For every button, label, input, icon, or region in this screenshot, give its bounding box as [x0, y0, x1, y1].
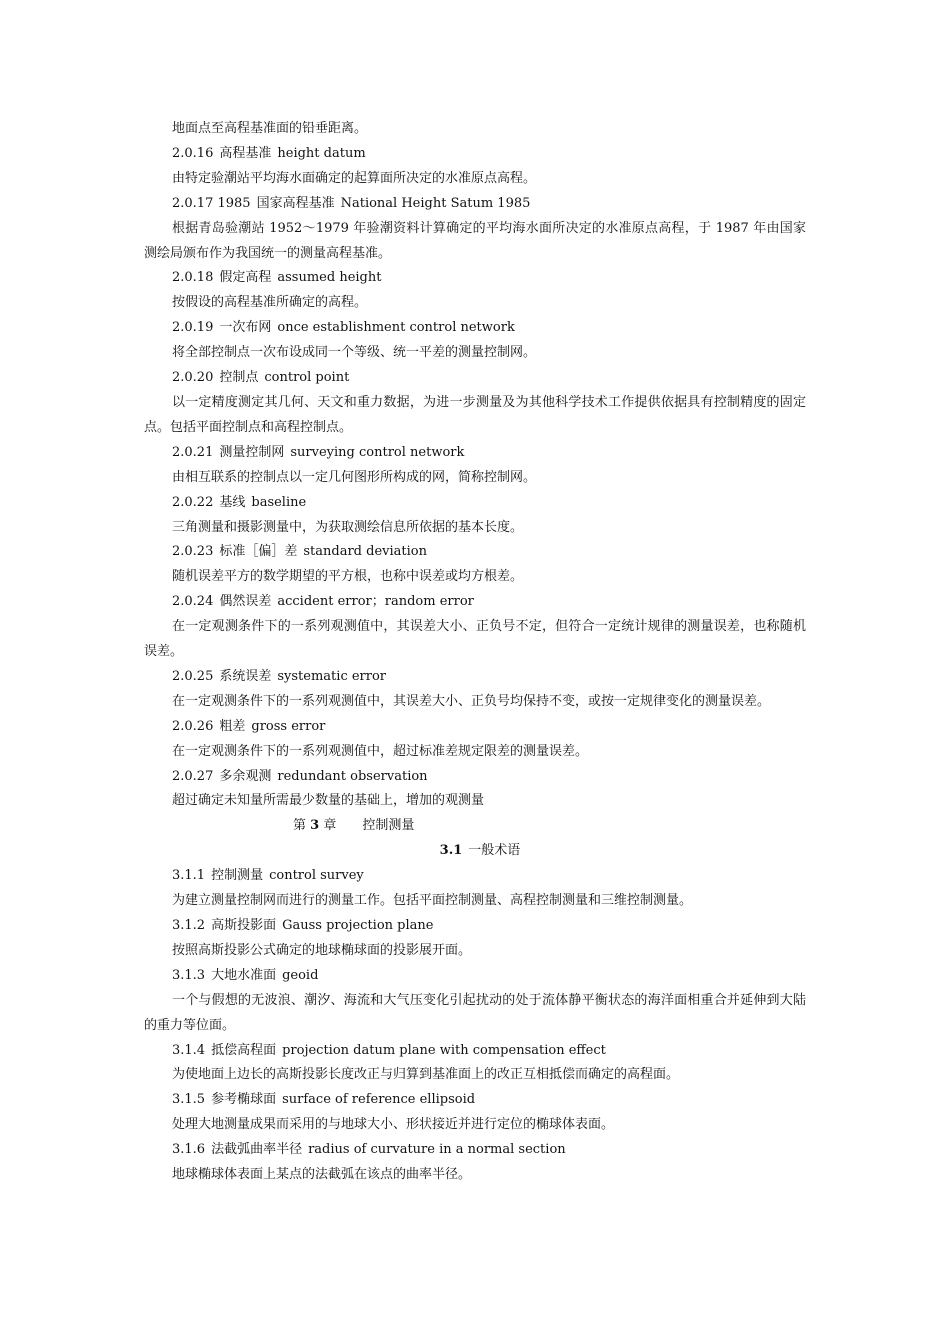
term-english: National Height Satum 1985 [340, 195, 531, 211]
term-chinese: 假定高程 [219, 270, 272, 286]
term-english: surface of reference ellipsoid [282, 1092, 476, 1108]
term-english: control survey [269, 868, 364, 884]
term-heading [144, 1088, 806, 1113]
definition-paragraph: 三角测量和摄影测量中，为获取测绘信息所依据的基本长度。 [172, 519, 524, 535]
term-heading [144, 1138, 806, 1163]
term-chinese: 偶然误差 [219, 594, 272, 610]
section-title: 一般术语 [468, 843, 521, 859]
document-body [144, 117, 806, 1188]
term-heading [144, 914, 806, 939]
term-english: height datum [277, 145, 366, 161]
term-number: 2.0.23 [172, 544, 214, 560]
term-english: standard deviation [303, 544, 427, 560]
term-english: once establishment control network [277, 320, 515, 336]
term-chinese: 多余观测 [219, 768, 272, 784]
term-number: 2.0.22 [172, 494, 214, 510]
term-english: radius of curvature in a normal section [308, 1142, 566, 1158]
term-number: 2.0.18 [172, 270, 214, 286]
term-english: surveying control network [290, 444, 465, 460]
definition-paragraph: 由相互联系的控制点以一定几何图形所构成的网，简称控制网。 [172, 469, 537, 485]
section-heading [144, 839, 806, 864]
term-heading [144, 590, 806, 615]
definition-paragraph: 为使地面上边长的高斯投影长度改正与归算到基准面上的改正互相抵偿而确定的高程面。 [172, 1067, 680, 1083]
term-number: 3.1.1 [172, 868, 206, 884]
term-heading [144, 142, 806, 167]
term-heading [144, 316, 806, 341]
term-number: 2.0.21 [172, 444, 214, 460]
chapter-title: 控制测量 [362, 818, 415, 834]
term-number: 2.0.20 [172, 370, 214, 386]
term-number: 2.0.16 [172, 145, 214, 161]
term-heading [144, 964, 806, 989]
term-heading [144, 864, 806, 889]
term-number: 2.0.27 [172, 768, 214, 784]
term-english: control point [264, 370, 350, 386]
term-english: geoid [282, 967, 319, 983]
term-heading [144, 765, 806, 790]
definition-paragraph: 处理大地测量成果而采用的与地球大小、形状接近并进行定位的椭球体表面。 [172, 1117, 615, 1133]
term-heading [144, 540, 806, 565]
term-number: 3.1.5 [172, 1092, 206, 1108]
term-english: projection datum plane with compensation effect [282, 1042, 606, 1058]
term-heading [144, 266, 806, 291]
term-english: assumed height [277, 270, 382, 286]
term-english: redundant observation [277, 768, 428, 784]
term-chinese: 高程基准 [219, 145, 272, 161]
term-heading [144, 1039, 806, 1064]
term-number: 3.1.2 [172, 918, 206, 933]
chapter-prefix: 第 [293, 818, 307, 834]
term-english: systematic error [277, 668, 387, 684]
definition-paragraph: 在一定观测条件下的一系列观测值中，其误差大小、正负号均保持不变，或按一定规律变化的测量误差。 [172, 693, 771, 709]
term-number: 2.0.17 1985 [172, 195, 251, 211]
chapter-heading [144, 814, 806, 839]
definition-paragraph: 随机误差平方的数学期望的平方根，也称中误差或均方根差。 [172, 569, 524, 585]
definition-paragraph: 地球椭球体表面上某点的法截弧在该点的曲率半径。 [172, 1167, 472, 1183]
term-number: 2.0.19 [172, 320, 214, 336]
term-chinese: 粗差 [219, 718, 246, 734]
definition-paragraph: 地面点至高程基准面的铅垂距离。 [172, 121, 368, 136]
term-chinese: 一次布网 [219, 320, 272, 336]
term-chinese: 大地水准面 [211, 967, 277, 983]
term-number: 2.0.26 [172, 718, 214, 734]
definition-paragraph: 由特定验潮站平均海水面确定的起算面所决定的水准原点高程。 [172, 170, 537, 186]
term-chinese: 法截弧曲率半径 [211, 1142, 303, 1158]
chapter-suffix: 章 [323, 818, 337, 834]
definition-paragraph: 一个与假想的无波浪、潮汐、海流和大气压变化引起扰动的处于流体静平衡状态的海洋面相重合并延伸到大陆的重力等位面。 [144, 992, 806, 1033]
definition-paragraph: 为建立测量控制网而进行的测量工作。包括平面控制测量、高程控制测量和三维控制测量。 [172, 893, 693, 909]
term-chinese: 参考椭球面 [211, 1092, 277, 1108]
section-number: 3.1 [439, 843, 463, 859]
term-english: accident error；random error [277, 594, 474, 610]
definition-paragraph: 按假设的高程基准所确定的高程。 [172, 295, 368, 311]
definition-paragraph: 按照高斯投影公式确定的地球椭球面的投影展开面。 [172, 942, 472, 958]
term-number: 3.1.6 [172, 1142, 206, 1158]
definition-paragraph: 以一定精度测定其几何、天文和重力数据，为进一步测量及为其他科学技术工作提供依据具有控制精度的固定点。包括平面控制点和高程控制点。 [144, 394, 806, 435]
definition-paragraph: 根据青岛验潮站 1952～1979 年验潮资料计算确定的平均海水面所决定的水准原点高程，于 1987 年由国家测绘局颁布作为我国统一的测量高程基准。 [144, 220, 806, 261]
term-heading [144, 715, 806, 740]
term-number: 2.0.25 [172, 668, 214, 684]
term-heading [144, 491, 806, 516]
term-chinese: 系统误差 [219, 668, 272, 684]
term-chinese: 抵偿高程面 [211, 1042, 277, 1058]
definition-paragraph: 在一定观测条件下的一系列观测值中，超过标准差规定限差的测量误差。 [172, 743, 589, 759]
term-chinese: 高斯投影面 [211, 918, 277, 933]
term-number: 3.1.4 [172, 1042, 206, 1058]
term-heading [144, 665, 806, 690]
chapter-number: 3 [310, 818, 320, 834]
term-english: Gauss projection plane [282, 918, 434, 933]
term-chinese: 控制测量 [211, 868, 264, 884]
term-heading [144, 366, 806, 391]
term-chinese: 测量控制网 [219, 444, 285, 460]
term-chinese: 国家高程基准 [256, 195, 335, 211]
term-heading [144, 441, 806, 466]
term-heading [144, 192, 806, 217]
term-chinese: 控制点 [219, 370, 259, 386]
definition-paragraph: 在一定观测条件下的一系列观测值中，其误差大小、正负号不定，但符合一定统计规律的测量误差，也称随机误差。 [144, 619, 806, 660]
term-english: baseline [251, 494, 307, 510]
definition-paragraph: 将全部控制点一次布设成同一个等级、统一平差的测量控制网。 [172, 345, 537, 361]
term-number: 3.1.3 [172, 967, 206, 983]
term-english: gross error [251, 718, 326, 734]
term-chinese: 标准［偏］差 [219, 544, 298, 560]
term-chinese: 基线 [219, 494, 246, 510]
definition-paragraph: 超过确定未知量所需最少数量的基础上，增加的观测量 [172, 793, 485, 809]
term-number: 2.0.24 [172, 594, 214, 610]
